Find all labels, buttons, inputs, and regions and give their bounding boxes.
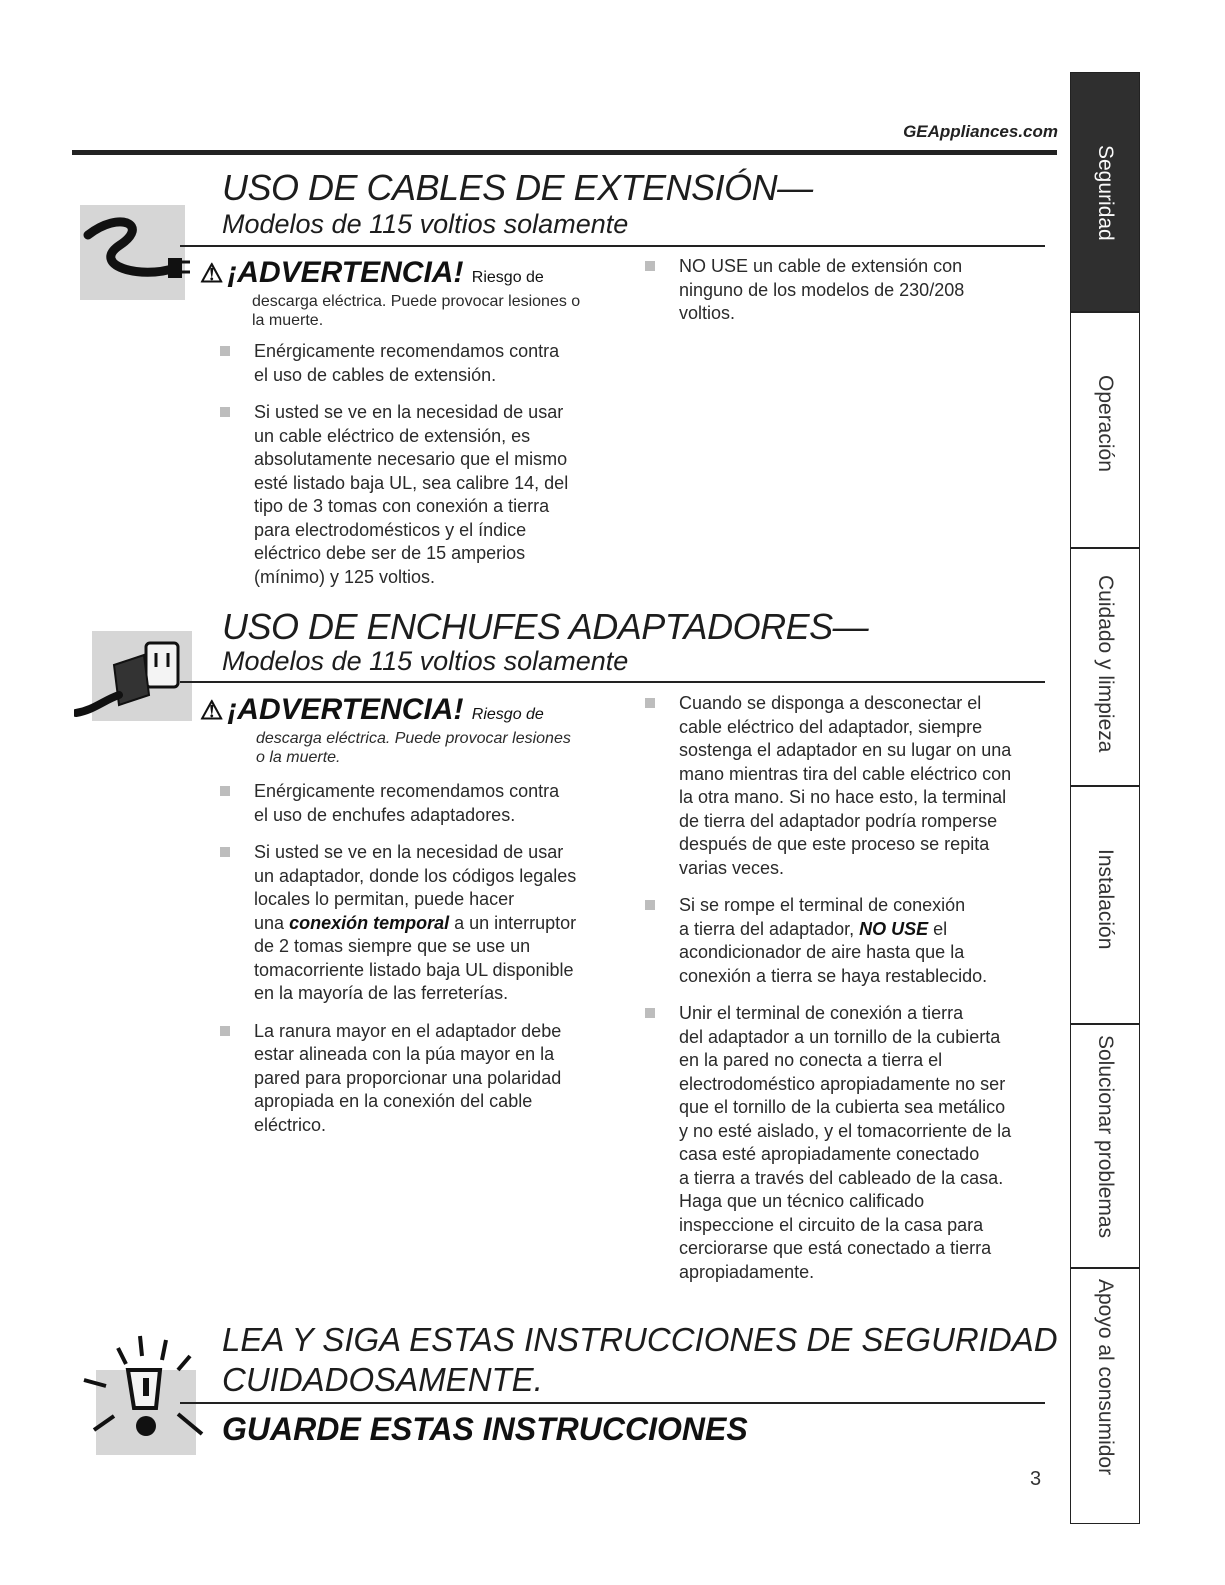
list-item <box>220 401 620 589</box>
tab-label: Cuidado y limpieza <box>1094 575 1117 753</box>
text-line: tipo de 3 tomas con conexión a tierra <box>254 496 550 516</box>
warning-desc-line: o la muerte. <box>256 749 341 766</box>
tab-label: Solucionar problemas <box>1094 1035 1117 1239</box>
text-line: para electrodomésticos y el índice <box>254 519 527 540</box>
warning-desc-line: la muerte. <box>252 312 324 329</box>
section1-subtitle: Modelos de 115 voltios solamente <box>222 209 629 239</box>
list-item <box>645 894 1055 988</box>
text-line: del adaptador a un tornillo de la cubierta <box>679 1026 1001 1047</box>
section2-warning <box>200 693 544 732</box>
text-line: tomacorriente listado baja UL disponible <box>254 959 574 980</box>
text-line: absolutamente necesario que el mismo <box>254 449 568 469</box>
tab-cuidado-y-limpieza[interactable] <box>1071 549 1139 787</box>
text-line: esté listado baja UL, sea calibre 14, del <box>254 472 569 493</box>
text-line: locales lo permitan, puede hacer <box>254 889 515 909</box>
tab-solucionar-problemas[interactable] <box>1071 1025 1139 1269</box>
text-line: a tierra a través del cableado de la casa. <box>679 1167 1004 1188</box>
text-line: voltios. <box>679 303 736 323</box>
page-number: 3 <box>1030 1468 1042 1490</box>
footer-line2: CUIDADOSAMENTE. <box>222 1361 543 1398</box>
text-line: electrodoméstico apropiadamente no ser <box>679 1073 1006 1094</box>
tab-label: Apoyo al consumidor <box>1094 1279 1117 1476</box>
text-line: el uso de enchufes adaptadores. <box>254 804 516 825</box>
text-line: casa esté apropiadamente conectado <box>679 1144 980 1164</box>
list-item <box>645 255 1035 326</box>
warning-icon: ⚠ <box>200 258 224 288</box>
text-line: y no esté aislado, y el tomacorriente de la <box>679 1120 1012 1141</box>
section1-rule <box>180 245 1045 247</box>
text-line: Si se rompe el terminal de conexión <box>679 895 966 915</box>
tab-label: Operación <box>1094 375 1117 472</box>
section1-right-list <box>645 255 1035 326</box>
text-line: Enérgicamente recomendamos contra <box>254 341 560 361</box>
text-line: en la mayoría de las ferreterías. <box>254 983 509 1003</box>
text-line: que el tornillo de la cubierta sea metálico <box>679 1097 1006 1117</box>
section2-subtitle: Modelos de 115 voltios solamente <box>222 646 629 676</box>
site-url: GEAppliances.com <box>903 122 1058 141</box>
text-line: de 2 tomas siempre que se use un <box>254 936 531 956</box>
tab-label: Instalación <box>1094 849 1117 950</box>
footer-rule <box>180 1402 1045 1404</box>
text-line: eléctrico debe ser de 15 amperios <box>254 543 526 563</box>
text-line: pared para proporcionar una polaridad <box>254 1067 562 1088</box>
text-line: un cable eléctrico de extensión, es <box>254 425 531 446</box>
section1-left-list <box>220 340 620 589</box>
header-rule <box>72 150 1057 155</box>
adapter-plug-icon <box>74 625 194 725</box>
list-item <box>220 841 630 1006</box>
text-line: en la pared no conecta a tierra el <box>679 1050 943 1070</box>
text-line: Unir el terminal de conexión a tierra <box>679 1003 964 1023</box>
text-span: a tierra del adaptador, <box>679 918 855 939</box>
list-item <box>220 780 630 827</box>
text-line: apropiadamente. <box>679 1261 815 1282</box>
text-span: una <box>254 912 285 933</box>
list-item <box>220 340 620 387</box>
text-line: varias veces. <box>679 857 785 878</box>
emphasis-text: NO USE <box>859 918 929 939</box>
text-line: Enérgicamente recomendamos contra <box>254 781 560 801</box>
text-line: acondicionador de aire hasta que la <box>679 942 965 962</box>
text-line <box>254 912 630 936</box>
warning-title: ¡ADVERTENCIA! <box>227 693 464 726</box>
text-line: La ranura mayor en el adaptador debe <box>254 1020 562 1041</box>
warning-title: ¡ADVERTENCIA! <box>227 256 464 289</box>
text-line: la otra mano. Si no hace esto, la terminal <box>679 787 1007 807</box>
text-line: eléctrico. <box>254 1114 327 1135</box>
text-line: sostenga el adaptador en su lugar on una <box>679 740 1012 760</box>
section2-left-list <box>220 780 630 1137</box>
emphasis-text: conexión temporal <box>289 912 450 933</box>
text-line: (mínimo) y 125 voltios. <box>254 566 436 587</box>
text-line: de tierra del adaptador podría romperse <box>679 810 998 831</box>
tab-operacion[interactable] <box>1071 313 1139 549</box>
list-item <box>645 1002 1055 1284</box>
section2-rule <box>180 681 1045 683</box>
text-line: estar alineada con la púa mayor en la <box>254 1044 555 1064</box>
warning-desc-line: descarga eléctrica. Puede provocar lesiones <box>256 730 571 747</box>
text-span: el <box>933 918 948 939</box>
tab-seguridad[interactable] <box>1071 73 1139 313</box>
text-line: el uso de cables de extensión. <box>254 364 497 385</box>
extension-cord-icon <box>80 200 190 305</box>
text-line: mano mientras tira del cable eléctrico con <box>679 763 1012 784</box>
warning-risk: Riesgo de <box>471 706 544 723</box>
tab-label: Seguridad <box>1094 145 1117 241</box>
caution-lightbulb-icon <box>78 1330 208 1455</box>
footer-line3: GUARDE ESTAS INSTRUCCIONES <box>222 1411 748 1447</box>
text-line: NO USE un cable de extensión con <box>679 256 963 276</box>
footer-line1: LEA Y SIGA ESTAS INSTRUCCIONES DE SEGURIDAD <box>222 1321 1058 1358</box>
section1-title: USO DE CABLES DE EXTENSIÓN— <box>222 167 813 208</box>
list-item <box>220 1020 630 1138</box>
warning-risk: Riesgo de <box>471 269 544 286</box>
tab-instalacion[interactable] <box>1071 787 1139 1025</box>
text-line: cerciorarse que está conectado a tierra <box>679 1238 992 1258</box>
text-line: conexión a tierra se haya restablecido. <box>679 965 988 986</box>
text-line <box>679 918 1055 942</box>
text-line: inspeccione el circuito de la casa para <box>679 1214 984 1235</box>
text-line: Cuando se disponga a desconectar el <box>679 693 982 713</box>
section2-right-list <box>645 692 1055 1284</box>
warning-desc-line: descarga eléctrica. Puede provocar lesiones o <box>252 293 581 310</box>
text-line: después de que este proceso se repita <box>679 834 990 854</box>
text-line: apropiada en la conexión del cable <box>254 1091 533 1111</box>
warning-icon: ⚠ <box>200 695 224 725</box>
text-line: cable eléctrico del adaptador, siempre <box>679 716 983 737</box>
section1-warning <box>200 256 544 295</box>
text-line: ninguno de los modelos de 230/208 <box>679 279 965 300</box>
text-line: Si usted se ve en la necesidad de usar <box>254 842 564 862</box>
text-line: un adaptador, donde los códigos legales <box>254 865 577 886</box>
text-span: a un interruptor <box>454 912 577 933</box>
section1-warning-desc <box>252 292 632 330</box>
section2-title: USO DE ENCHUFES ADAPTADORES— <box>222 606 869 647</box>
section2-warning-desc <box>256 729 636 767</box>
text-line: Si usted se ve en la necesidad de usar <box>254 402 564 422</box>
list-item <box>645 692 1055 880</box>
tab-apoyo-al-consumidor[interactable] <box>1071 1269 1139 1523</box>
text-line: Haga que un técnico calificado <box>679 1191 925 1211</box>
chapter-tabs <box>1070 72 1140 1524</box>
